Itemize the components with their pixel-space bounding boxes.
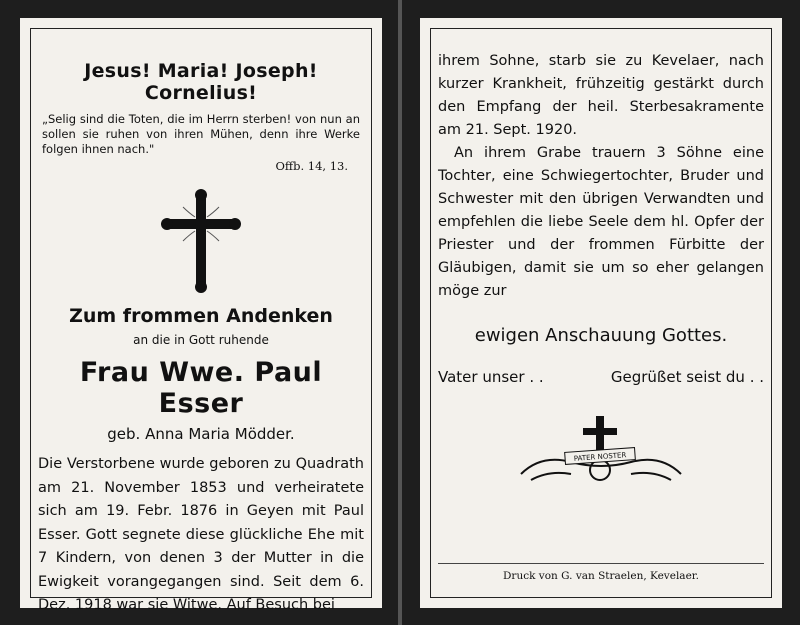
- invocation-heading: Jesus! Maria! Joseph! Cornelius!: [84, 60, 318, 104]
- biography-part-1: Die Verstorbene wurde geboren zu Quadrath am 21. November 1853 und verheiratete sich am 19. Febr. 1876 in Geyen mit Paul Esser. Gott segnete diese glückliche Ehe mit 7 Kindern, von denen 3 der Mutter in die Ewigkeit vorangegangen sind. Seit dem 6. Dez. 1918 war sie Witwe. Auf Besuch bei: [38, 456, 364, 613]
- emblem-ornament: [434, 414, 768, 494]
- birth-name: geb. Anna Maria Mödder.: [107, 425, 295, 443]
- pater-noster-emblem-icon: [501, 414, 701, 494]
- biography-mourners-text: An ihrem Grabe trauern 3 Söhne eine Tochter, eine Schwiegertochter, Bruder und Schwester mit den übrigen Verwandten und empfehlen die liebe Seele dem hl. Opfer der Priester und der frommen Fürbitte der Gläubigen, damit sie um so eher gelangen möge zur: [438, 145, 764, 299]
- prayer-hail-mary: Gegrüßet seist du . .: [610, 368, 764, 386]
- prayer-line: [438, 368, 764, 386]
- memory-subtitle: an die in Gott ruhende: [133, 333, 269, 347]
- emblem-text: PATER NOSTER: [573, 451, 627, 463]
- right-page: [420, 18, 782, 608]
- printer-rule: [438, 563, 764, 564]
- bible-verse: „Selig sind die Toten, die im Herrn sterben! von nun an sollen sie ruhen von ihren Mühen, denn ihre Werke folgen ihnen nach.": [42, 112, 360, 156]
- memory-title: Zum frommen Andenken: [69, 305, 333, 327]
- card-fold: [398, 0, 402, 625]
- bible-verse-reference: Offb. 14, 13.: [275, 159, 348, 173]
- printer-imprint: Druck von G. van Straelen, Kevelaer.: [503, 570, 699, 582]
- prayer-our-father: Vater unser . .: [438, 368, 544, 386]
- closing-line: ewigen Anschauung Gottes.: [474, 325, 728, 346]
- cross-ornament: [34, 189, 368, 299]
- biography-death-text: ihrem Sohne, starb sie zu Kevelaer, nach kurzer Krankheit, frühzeitig gestärkt durch den Empfang der heil. Sterbesakramente am 21. Sept. 1920.: [438, 53, 764, 138]
- deceased-name: Frau Wwe. Paul Esser: [79, 357, 323, 419]
- cross-icon: [161, 189, 241, 297]
- biography-part-2: [438, 50, 764, 303]
- left-page: [20, 18, 382, 613]
